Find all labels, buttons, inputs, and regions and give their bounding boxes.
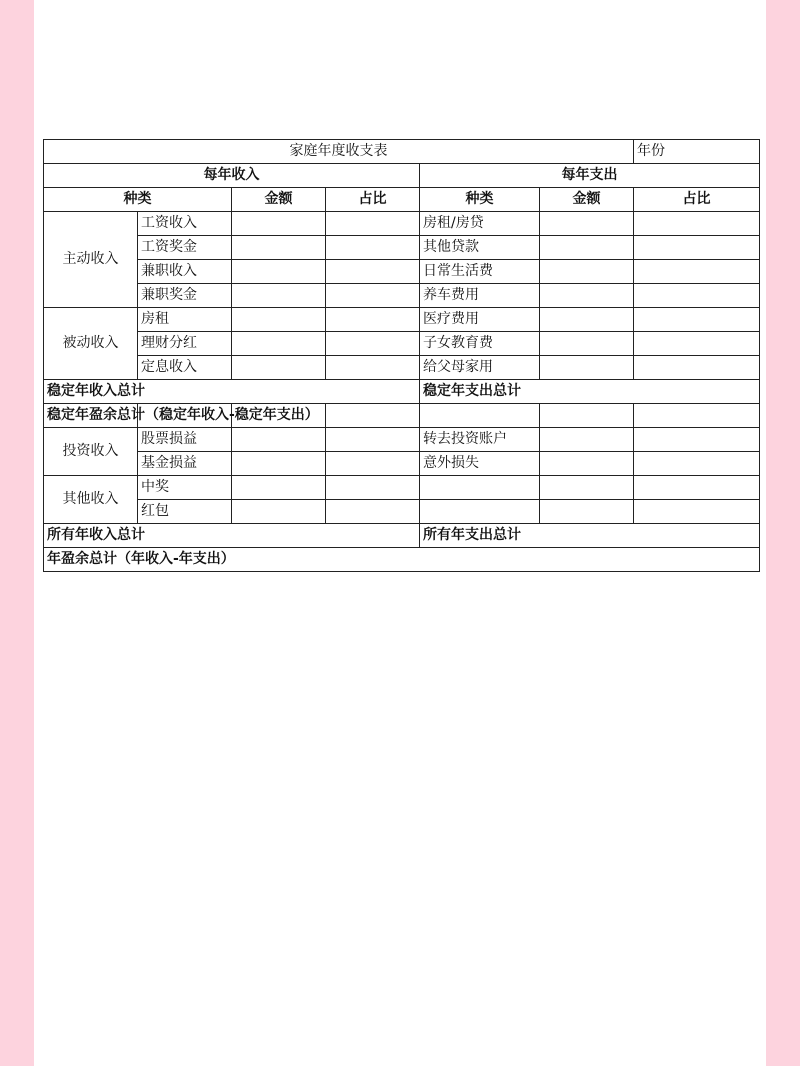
expense-item: 日常生活费	[420, 260, 540, 284]
expense-item: 转去投资账户	[420, 428, 540, 452]
amount-cell[interactable]	[540, 332, 634, 356]
title-row	[44, 140, 760, 164]
amount-cell[interactable]	[540, 308, 634, 332]
ratio-cell[interactable]	[326, 212, 420, 236]
amount-cell[interactable]	[540, 356, 634, 380]
expense-item[interactable]	[420, 476, 540, 500]
amount-cell[interactable]	[540, 500, 634, 524]
stable-total-row	[44, 380, 760, 404]
amount-cell[interactable]	[232, 452, 326, 476]
ratio-cell[interactable]	[634, 308, 760, 332]
income-item: 中奖	[138, 476, 232, 500]
table-row	[44, 476, 760, 500]
table-row	[44, 356, 760, 380]
amount-cell[interactable]	[232, 284, 326, 308]
ratio-cell[interactable]	[326, 500, 420, 524]
ratio-cell[interactable]	[326, 332, 420, 356]
income-item: 理财分红	[138, 332, 232, 356]
income-item: 基金损益	[138, 452, 232, 476]
stable-surplus-label: 稳定年盈余总计（稳定年收入-稳定年支出）	[44, 404, 138, 428]
ratio-cell[interactable]	[634, 476, 760, 500]
income-item: 红包	[138, 500, 232, 524]
ratio-cell[interactable]	[326, 260, 420, 284]
section-header-row	[44, 164, 760, 188]
ratio-cell[interactable]	[634, 332, 760, 356]
ratio-cell[interactable]	[634, 452, 760, 476]
table-row	[44, 452, 760, 476]
income-item: 工资收入	[138, 212, 232, 236]
income-item: 股票损益	[138, 428, 232, 452]
ratio-cell[interactable]	[634, 356, 760, 380]
surplus-cell[interactable]	[326, 404, 420, 428]
ratio-cell[interactable]	[326, 476, 420, 500]
income-item: 兼职收入	[138, 260, 232, 284]
amount-cell[interactable]	[540, 452, 634, 476]
income-amount-header: 金额	[232, 188, 326, 212]
year-label: 年份	[634, 140, 760, 164]
ratio-cell[interactable]	[634, 260, 760, 284]
amount-cell[interactable]	[232, 308, 326, 332]
active-income-label: 主动收入	[44, 212, 138, 308]
expense-item: 意外损失	[420, 452, 540, 476]
passive-income-label: 被动收入	[44, 308, 138, 380]
annual-surplus: 年盈余总计（年收入-年支出）	[44, 548, 760, 572]
income-ratio-header: 占比	[326, 188, 420, 212]
stable-income-total: 稳定年收入总计	[44, 380, 420, 404]
expense-item: 子女教育费	[420, 332, 540, 356]
amount-cell[interactable]	[540, 284, 634, 308]
ratio-cell[interactable]	[326, 452, 420, 476]
income-item: 定息收入	[138, 356, 232, 380]
ratio-cell[interactable]	[634, 500, 760, 524]
income-item: 兼职奖金	[138, 284, 232, 308]
amount-cell[interactable]	[232, 236, 326, 260]
expense-ratio-header: 占比	[634, 188, 760, 212]
income-category-header: 种类	[44, 188, 232, 212]
table-row	[44, 212, 760, 236]
column-header-row	[44, 188, 760, 212]
household-budget-table	[43, 139, 760, 572]
table-row	[44, 236, 760, 260]
ratio-cell[interactable]	[326, 284, 420, 308]
expense-item: 其他贷款	[420, 236, 540, 260]
ratio-cell[interactable]	[326, 236, 420, 260]
ratio-cell[interactable]	[634, 236, 760, 260]
surplus-cell[interactable]	[540, 404, 634, 428]
expense-item: 房租/房贷	[420, 212, 540, 236]
annual-surplus-row	[44, 548, 760, 572]
amount-cell[interactable]	[232, 356, 326, 380]
table-row	[44, 260, 760, 284]
table-row	[44, 284, 760, 308]
all-total-row	[44, 524, 760, 548]
amount-cell[interactable]	[232, 332, 326, 356]
surplus-cell[interactable]	[420, 404, 540, 428]
expense-item[interactable]	[420, 500, 540, 524]
stable-expense-total: 稳定年支出总计	[420, 380, 760, 404]
income-item: 房租	[138, 308, 232, 332]
table-row	[44, 332, 760, 356]
amount-cell[interactable]	[540, 260, 634, 284]
expense-item: 给父母家用	[420, 356, 540, 380]
amount-cell[interactable]	[232, 212, 326, 236]
ratio-cell[interactable]	[326, 428, 420, 452]
amount-cell[interactable]	[232, 500, 326, 524]
expense-header: 每年支出	[420, 164, 760, 188]
amount-cell[interactable]	[540, 212, 634, 236]
amount-cell[interactable]	[232, 476, 326, 500]
amount-cell[interactable]	[232, 428, 326, 452]
ratio-cell[interactable]	[326, 308, 420, 332]
expense-amount-header: 金额	[540, 188, 634, 212]
surplus-cell[interactable]	[634, 404, 760, 428]
amount-cell[interactable]	[540, 236, 634, 260]
amount-cell[interactable]	[540, 428, 634, 452]
all-expense-total: 所有年支出总计	[420, 524, 760, 548]
table-row	[44, 428, 760, 452]
table-row	[44, 500, 760, 524]
ratio-cell[interactable]	[326, 356, 420, 380]
amount-cell[interactable]	[540, 476, 634, 500]
table-row	[44, 308, 760, 332]
expense-category-header: 种类	[420, 188, 540, 212]
all-income-total: 所有年收入总计	[44, 524, 420, 548]
income-header: 每年收入	[44, 164, 420, 188]
ratio-cell[interactable]	[634, 284, 760, 308]
amount-cell[interactable]	[232, 260, 326, 284]
expense-item: 医疗费用	[420, 308, 540, 332]
other-income-label: 其他收入	[44, 476, 138, 524]
ratio-cell[interactable]	[634, 428, 760, 452]
ratio-cell[interactable]	[634, 212, 760, 236]
income-item: 工资奖金	[138, 236, 232, 260]
stable-surplus-row	[44, 404, 760, 428]
investment-income-label: 投资收入	[44, 428, 138, 476]
table-title: 家庭年度收支表	[44, 140, 634, 164]
expense-item: 养车费用	[420, 284, 540, 308]
